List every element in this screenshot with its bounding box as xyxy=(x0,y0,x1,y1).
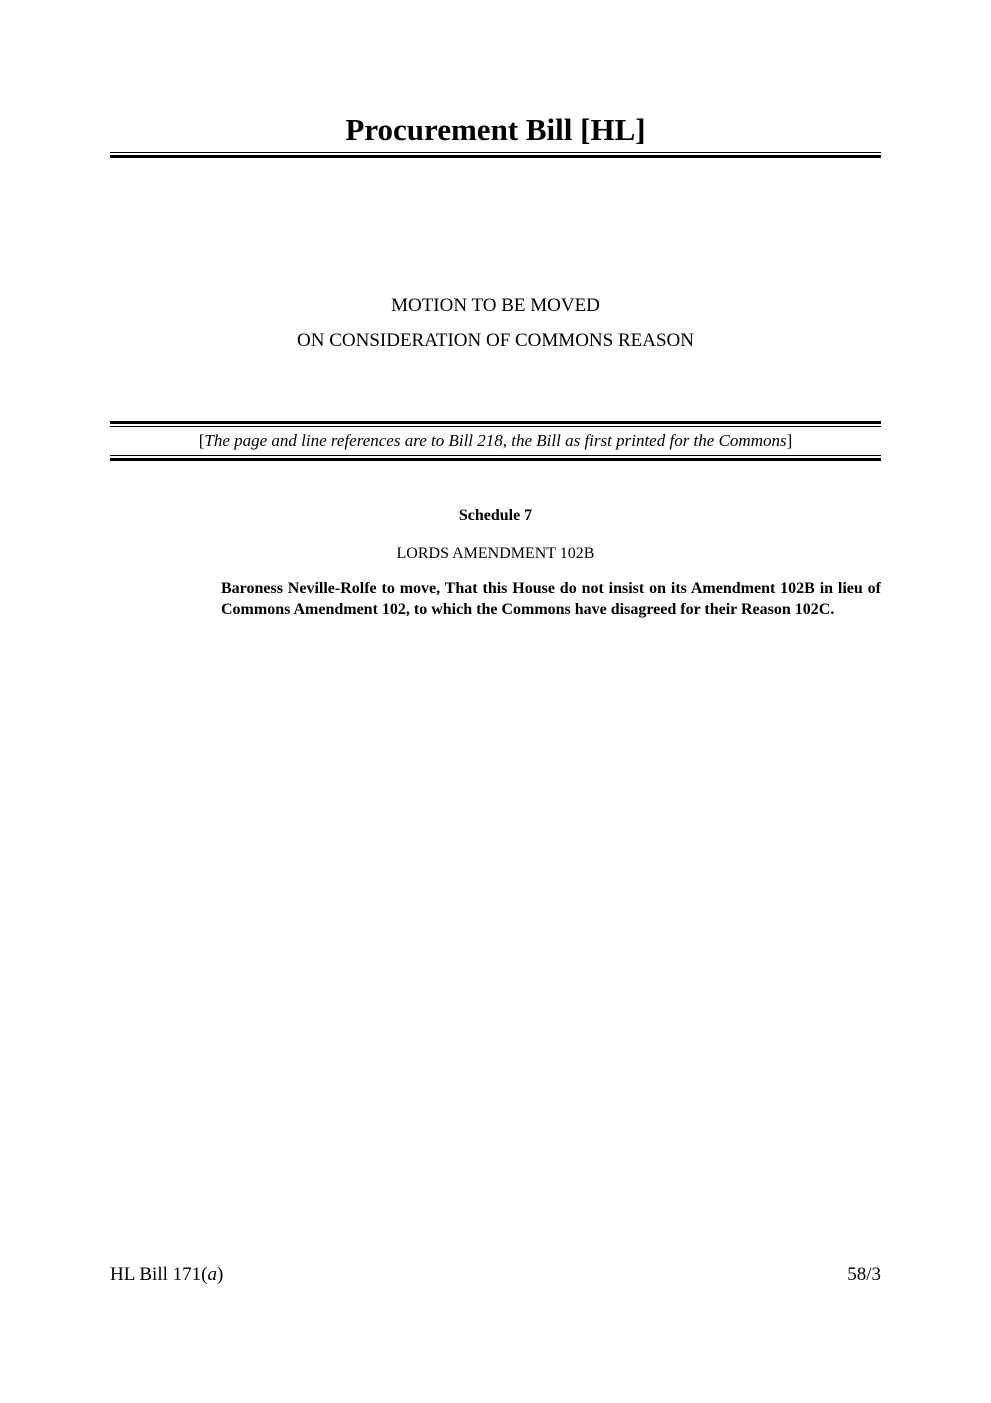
reference-top-rule-thick xyxy=(110,421,881,424)
motion-text: Baroness Neville-Rolfe to move, That this House do not insist on its Amendment 102B in lieu of Commons Amendment 102, to which the Commons have disagreed for their Reason 102C. xyxy=(221,580,881,618)
footer-bill-close: ) xyxy=(216,1264,224,1285)
title-rule-thick xyxy=(110,155,881,158)
reference-open-bracket: [ xyxy=(198,431,205,450)
reference-bottom-rule-thick xyxy=(110,458,881,461)
footer-bill-suffix: a xyxy=(207,1264,217,1285)
reference-top-rule-thin xyxy=(110,426,881,427)
reference-note-text: The page and line references are to Bill 218, the Bill as first printed for the Commons xyxy=(204,431,787,450)
motion-heading-line2: ON CONSIDERATION OF COMMONS REASON xyxy=(297,330,694,351)
schedule-heading: Schedule 7 xyxy=(458,507,533,524)
reference-close-bracket: ] xyxy=(786,431,793,450)
footer-bill-prefix: HL Bill 171( xyxy=(110,1264,208,1285)
reference-note xyxy=(110,430,881,452)
footer-bill-number xyxy=(110,1263,223,1287)
title-rule-thin xyxy=(110,152,881,153)
document-title: Procurement Bill [HL] xyxy=(345,112,646,147)
footer-page-reference: 58/3 xyxy=(847,1264,881,1285)
motion-heading-line1: MOTION TO BE MOVED xyxy=(391,295,600,316)
amendment-heading: LORDS AMENDMENT 102B xyxy=(396,545,595,562)
reference-bottom-rule-thin xyxy=(110,455,881,456)
